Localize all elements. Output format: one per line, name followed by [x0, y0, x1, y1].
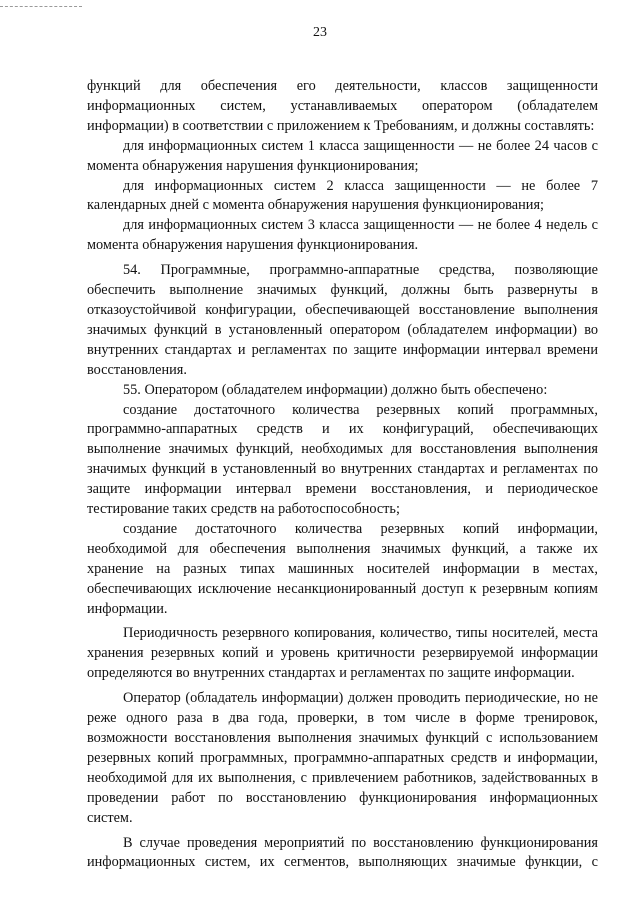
- text-line: необходимой для обеспечения выполнения значимых функций, а также их: [87, 540, 598, 557]
- text-line: обеспечивающих исключение несанкционированный доступ к резервным копиям: [87, 580, 598, 597]
- text-line: календарных дней с момента обнаружения нарушения функционирования;: [87, 197, 545, 214]
- text-line: значимых функций в установленный во внутренних стандартах и регламентах по: [87, 461, 598, 478]
- text-line: проведении работ по восстановлению функционирования информационных: [87, 789, 598, 806]
- text-line: информационных систем, устанавливаемых оператором (обладателем: [87, 97, 598, 114]
- page-number: 23: [313, 25, 327, 40]
- text-line: отказоустойчивой конфигурации, обеспечивающей восстановление выполнения: [87, 301, 598, 318]
- text-line: выполнение значимых функций, необходимых для восстановления выполнения: [87, 441, 598, 458]
- text-line: информации.: [87, 600, 168, 617]
- text-line: информации) в соответствии с приложением к Требованиям, и должны составлять:: [87, 117, 595, 134]
- text-line: определяются во внутренних стандартах и регламентах по защите информации.: [87, 665, 575, 682]
- text-line: систем.: [87, 809, 133, 826]
- text-line: для информационных систем 2 класса защищенности — не более 7: [123, 177, 598, 194]
- text-line: внутренних стандартах и регламентах по защите информации интервал времени: [87, 341, 598, 358]
- text-line: момента обнаружения нарушения функционирования.: [87, 237, 419, 254]
- text-line: для информационных систем 1 класса защищенности — не более 24 часов с: [123, 137, 598, 154]
- text-line: Оператор (обладатель информации) должен проводить периодические, но не: [123, 690, 598, 707]
- text-line: восстановления.: [87, 361, 187, 378]
- text-line: тестирование таких средств на работоспособность;: [87, 501, 400, 518]
- text-line: возможности восстановления выполнения значимых функций с использованием: [87, 730, 598, 746]
- text-line: функций для обеспечения его деятельности, классов защищенности: [87, 78, 598, 94]
- text-line: 54. Программные, программно-аппаратные средства, позволяющие: [123, 262, 598, 279]
- text-line: информационных систем, их сегментов, выполняющих значимые функции, с: [87, 854, 598, 871]
- text-line: 55. Оператором (обладателем информации) должно быть обеспечено:: [123, 381, 548, 398]
- scan-edge-mark: [0, 6, 82, 7]
- text-line: создание достаточного количества резервных копий информации,: [123, 520, 598, 537]
- text-line: для информационных систем 3 класса защищенности — не более 4 недель с: [123, 217, 598, 234]
- text-line: обеспечить выполнение значимых функций, должны быть развернуты в: [87, 282, 598, 299]
- text-line: создание достаточного количества резервных копий программных,: [123, 401, 598, 418]
- text-line: В случае проведения мероприятий по восстановлению функционирования: [123, 834, 598, 851]
- text-line: Периодичность резервного копирования, количество, типы носителей, места: [123, 625, 598, 642]
- text-line: момента обнаружения нарушения функционирования;: [87, 157, 419, 174]
- text-line: резервных копий программных, программно-аппаратных средств и информации,: [87, 749, 598, 766]
- text-line: программно-аппаратных средств и их конфигураций, обеспечивающих: [87, 421, 598, 438]
- body-text: [87, 77, 598, 873]
- text-line: хранения резервных копий и уровень критичности резервируемой информации: [87, 645, 598, 662]
- text-line: значимых функций в установленный оператором (обладателем информации) во: [87, 321, 598, 338]
- text-line: необходимой для их выполнения, с привлечением работников, задействованных в: [87, 769, 598, 786]
- text-line: хранение на разных типах машинных носителей информации в местах,: [87, 560, 598, 577]
- text-line: защите информации интервал времени восстановления, и периодическое: [87, 481, 598, 498]
- text-line: реже одного раза в два года, проверки, в том числе в форме тренировок,: [87, 710, 598, 727]
